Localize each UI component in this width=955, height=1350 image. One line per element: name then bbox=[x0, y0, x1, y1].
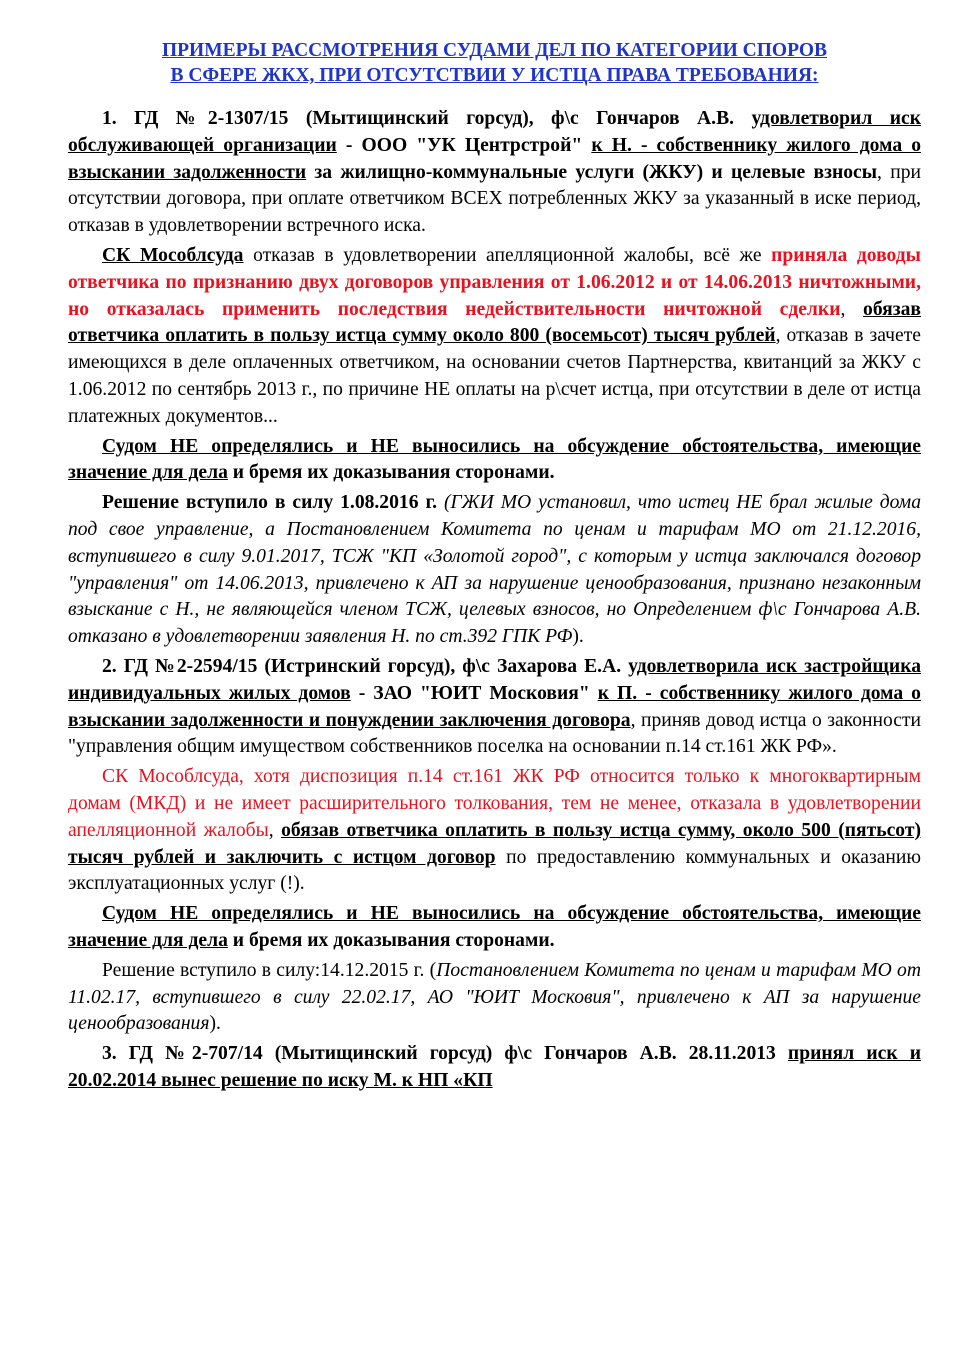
case-1-details: , при отсутствии договора, при оплате ответчиком ВСЕХ потребленных ЖКУ за указанный в иске период, отказав в удовлетворении встречного иска. bbox=[68, 161, 921, 237]
title-line-1: ПРИМЕРЫ РАССМОТРЕНИЯ СУДАМИ ДЕЛ ПО КАТЕГОРИИ СПОРОВ bbox=[161, 40, 828, 61]
case-1-decision-date: Решение вступило в силу 1.08.2016 г. bbox=[102, 492, 438, 514]
case-2-details: , приняв довод истца о законности "управления общим имуществом собственников поселка на основании п.14 ст.161 ЖК РФ». bbox=[68, 709, 921, 758]
case-1-appeal bbox=[68, 243, 921, 431]
case-3-summary bbox=[68, 1041, 921, 1095]
case-2-decision bbox=[68, 958, 921, 1038]
case-2-defendant: к П. - собственнику жилого дома о взыскании задолженности и понуждении заключения договора bbox=[68, 682, 921, 731]
case-2-ruling: довлетворила иск застройщика индивидуальных жилых домов bbox=[68, 655, 921, 704]
case-2-appeal-highlight: СК Мособлсуда, хотя диспозиция п.14 ст.161 ЖК РФ относится только к многоквартирным домам (МКД) и не имеет расширительного толкования, тем не менее, отказала в удовлетворении апелляционной жалобы bbox=[68, 766, 921, 841]
document-page bbox=[68, 38, 921, 1098]
case-3-header: 3. ГД №2-707/14 (Мытищинский горсуд) ф\с Гончаров А.В. 28.11.2013 bbox=[102, 1043, 788, 1065]
case-2-appeal-obligation: обязав ответчика оплатить в пользу истца сумму, около 500 (пятьсот) тысяч рублей и заключить с истцом договор bbox=[68, 819, 921, 868]
case-1-defendant: к Н. - собственнику жилого дома о взыскании задолженности bbox=[68, 134, 921, 183]
page-title bbox=[68, 38, 921, 88]
case-2-appeal-details: по предоставлению коммунальных и оказанию эксплуатационных услуг (!). bbox=[68, 846, 922, 895]
case-1-header: 1. ГД №2-1307/15 (Мытищинский горсуд), ф\с Гончаров А.В. bbox=[102, 108, 752, 129]
case-2-header: 2. ГД №2-2594/15 (Истринский горсуд), ф\с Захарова Е.А. у bbox=[102, 655, 637, 677]
case-1-circumstances-underlined: Судом НЕ определялись и НЕ выносились на обсуждение обстоятельства, имеющие значение для дела bbox=[68, 435, 921, 484]
case-1-decision-close: ). bbox=[572, 626, 584, 648]
case-1-summary bbox=[68, 106, 921, 240]
case-1-appeal-text: отказав в удовлетворении апелляционной жалобы, всё же bbox=[243, 244, 772, 266]
case-1-appeal-comma: , bbox=[840, 298, 864, 320]
case-1-subject: за жилищно-коммунальные услуги (ЖКУ) и целевые взносы bbox=[306, 161, 878, 183]
case-1-appeal-highlight: приняла доводы ответчика по признанию двух договоров управления от 1.06.2012 и от 14.06.2013 ничтожными, но отказалась применить последствия недействительности ничтожной сделки bbox=[68, 244, 921, 320]
case-2-summary bbox=[68, 654, 921, 761]
case-1-circumstances-rest: и бремя их доказывания сторонами. bbox=[227, 462, 555, 484]
case-1-appeal-court: СК Мособлсуда bbox=[102, 244, 244, 266]
case-1-plaintiff: - ООО "УК Центрстрой" bbox=[336, 134, 592, 156]
case-1-appeal-obligation: обязав ответчика оплатить в пользу истца сумму около 800 (восемьсот) тысяч рублей bbox=[68, 298, 922, 347]
case-1-decision bbox=[68, 490, 921, 651]
case-2-decision-close: ). bbox=[209, 1013, 221, 1035]
case-2-appeal-comma: , bbox=[268, 819, 282, 841]
title-line-2: В СФЕРЕ ЖКХ, ПРИ ОТСУТСТВИИ У ИСТЦА ПРАВА ТРЕБОВАНИЯ: bbox=[170, 65, 819, 86]
case-2-circumstances-underlined: Судом НЕ определялись и НЕ выносились на обсуждение обстоятельства, имеющие значение для дела bbox=[68, 903, 921, 951]
case-2-decision-note: Постановлением Комитета по ценам и тарифам МО от 11.02.17, вступившего в силу 22.02.17, АО "ЮИТ Московия", привлечено к АП за нарушение ценообразования bbox=[68, 959, 921, 1035]
case-1-appeal-details: , отказав в зачете имеющихся в деле оплаченных ответчиком, на основании счетов Партнерства, квитанций за ЖКУ с 1.06.2012 по сентябрь 2013 г., по причине НЕ оплаты на р\счет истца, при отсутствии в деле от истца платежных документов... bbox=[68, 325, 921, 427]
case-2-decision-date: Решение вступило в силу:14.12.2015 г. ( bbox=[102, 959, 437, 981]
case-2-appeal bbox=[68, 764, 921, 898]
case-2-circumstances-rest: и бремя их доказывания сторонами. bbox=[227, 929, 555, 951]
case-3-ruling: принял иск и 20.02.2014 вынес решение по иску М. к НП «КП bbox=[68, 1043, 921, 1091]
case-1-decision-note: (ГЖИ МО установил, что истец НЕ брал жилые дома под свое управление, а Постановлением Комитета по ценам и тарифам МО от 21.12.2016, вступившего в силу 9.01.2017, ТСЖ "КП «Золотой город", с которым у истца заключался договор "управления" от 14.06.2013, привлечено к АП за нарушение ценообразования, признано незаконным взыскание с Н., не являющейся членом ТСЖ, целевых взносов, но Определением ф\с Гончарова А.В. отказано в удовлетворении заявления Н. по ст.392 ГПК РФ bbox=[68, 492, 921, 648]
case-2-circumstances bbox=[68, 901, 921, 955]
case-1-circumstances bbox=[68, 434, 921, 488]
case-2-plaintiff: - ЗАО "ЮИТ Московия" bbox=[350, 682, 598, 704]
case-1-ruling: удовлетворил иск обслуживающей организации bbox=[68, 108, 921, 156]
